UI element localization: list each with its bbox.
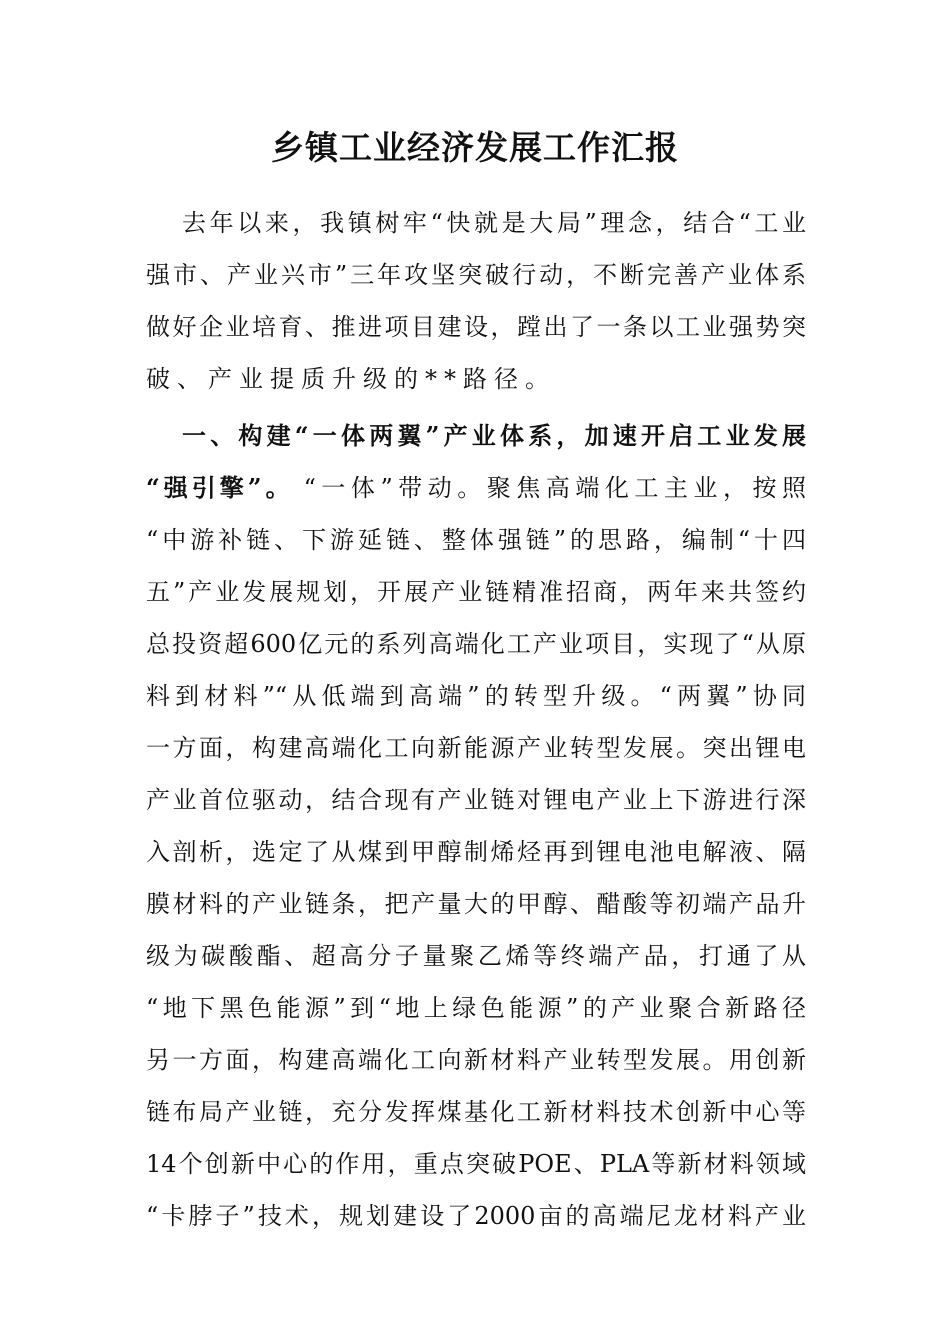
section1-body-line [146, 670, 806, 722]
section1-body-line [146, 930, 806, 982]
section1-body-text: 链布局产业链，充分发挥煤基化工新材料技术创新中心等 [146, 1098, 806, 1126]
section1-body-line [146, 1138, 806, 1190]
section1-body-text: “一体”带动。聚焦高端化工主业，按照 [303, 474, 806, 502]
section1-body-text: “卡脖子”技术，规划建设了2000亩的高端尼龙材料产业 [146, 1202, 806, 1230]
intro-text: 去年以来，我镇树牢“快就是大局”理念，结合“工业 [182, 209, 806, 237]
intro-line-2 [146, 249, 806, 301]
section1-body-text: 另一方面，构建高端化工向新材料产业转型发展。用创新 [146, 1046, 806, 1074]
section1-body-text: 膜材料的产业链条，把产量大的甲醇、醋酸等初端产品升 [146, 890, 806, 918]
intro-text: 强市、产业兴市”三年攻坚突破行动，不断完善产业体系 [146, 261, 806, 289]
section1-subtitle: “强引擎”。 [146, 473, 294, 502]
section1-body-text: 总投资超600亿元的系列高端化工产业项目，实现了“从原 [146, 630, 806, 658]
section1-body-text: 入剖析，选定了从煤到甲醇制烯烃再到锂电池电解液、隔 [146, 838, 806, 866]
section1-body-text: “地下黑色能源”到“地上绿色能源”的产业聚合新路径 [146, 994, 806, 1022]
section1-body-line [146, 722, 806, 774]
section1-body-line [146, 1034, 806, 1086]
section1-body-line [146, 774, 806, 826]
intro-line-4 [146, 353, 806, 405]
section1-body-line [146, 1086, 806, 1138]
section1-body-line [146, 566, 806, 618]
section1-body-text: 级为碳酸酯、超高分子量聚乙烯等终端产品，打通了从 [146, 942, 806, 970]
intro-line-3 [146, 301, 806, 353]
section1-body-text: 产业首位驱动，结合现有产业链对锂电产业上下游进行深 [146, 786, 806, 814]
document-title: 乡镇工业经济发展工作汇报 [271, 128, 679, 167]
intro-text: 做好企业培育、推进项目建设，蹚出了一条以工业强势突 [146, 313, 806, 341]
intro-text: 破、产业提质升级的**路径。 [146, 365, 556, 393]
section1-body-line [146, 826, 806, 878]
section1-heading-line-1 [182, 410, 806, 462]
section1-body-text: 一方面，构建高端化工向新能源产业转型发展。突出锂电 [146, 734, 806, 762]
section1-body-line [146, 514, 806, 566]
section1-heading-line-2 [146, 462, 806, 514]
section1-body-line [146, 982, 806, 1034]
section1-body-line [146, 618, 806, 670]
section1-body-line [146, 1190, 806, 1242]
section1-body-text: 五”产业发展规划，开展产业链精准招商，两年来共签约 [146, 578, 806, 606]
section1-body-line [146, 878, 806, 930]
intro-line-1 [182, 197, 806, 249]
section1-body-text: 料到材料”“从低端到高端”的转型升级。“两翼”协同 [146, 682, 806, 710]
section1-heading-text: 一、构建“一体两翼”产业体系，加速开启工业发展 [182, 421, 806, 450]
section1-body-text: “中游补链、下游延链、整体强链”的思路，编制“十四 [146, 526, 806, 554]
section1-body-text: 14个创新中心的作用，重点突破POE、PLA等新材料领域 [146, 1150, 806, 1178]
